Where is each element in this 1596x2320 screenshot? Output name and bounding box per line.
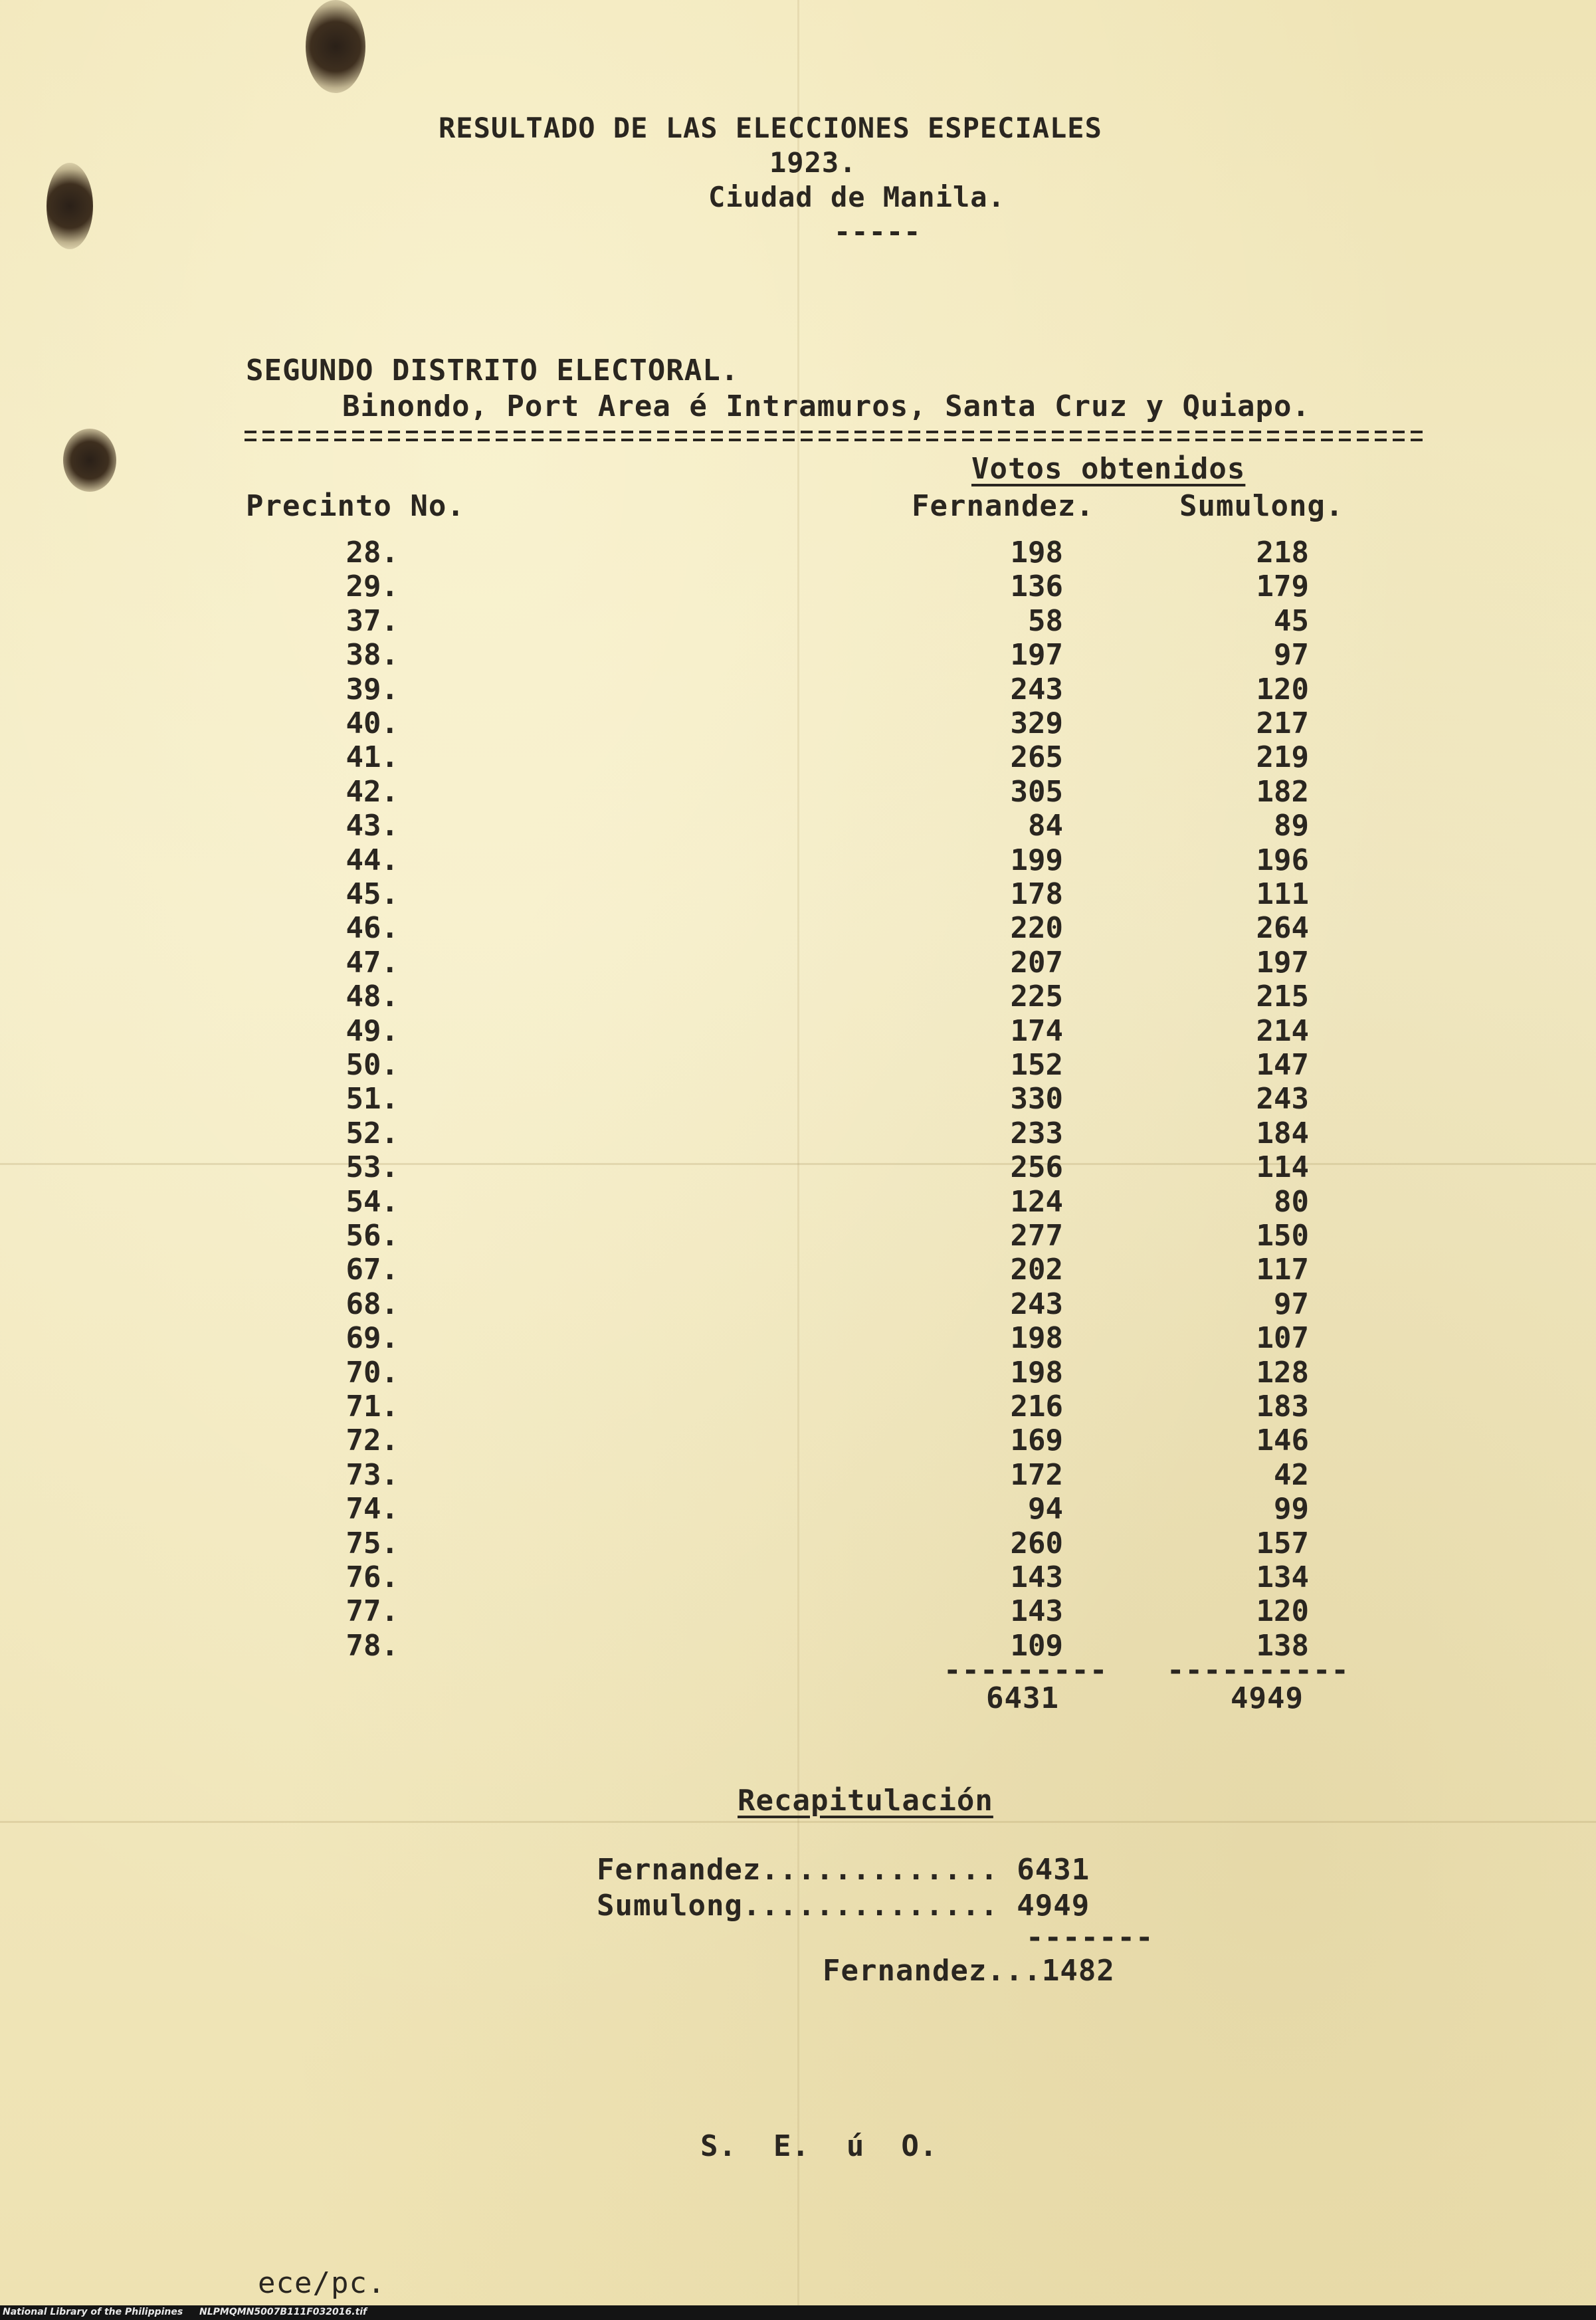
sumulong-votes: 264 — [1256, 911, 1309, 945]
sumulong-votes: 99 — [1274, 1492, 1309, 1526]
precinct-number: 67. — [346, 1253, 399, 1287]
table-row — [0, 877, 1596, 912]
precinct-number: 47. — [346, 946, 399, 980]
sumulong-votes: 157 — [1256, 1527, 1309, 1560]
fernandez-votes: 220 — [1010, 911, 1063, 945]
table-row — [0, 673, 1596, 707]
archive-footer — [0, 2305, 1596, 2320]
closing-initials: S. E. ú O. — [700, 2129, 938, 2163]
header-rule: ----- — [834, 215, 922, 248]
fernandez-votes: 143 — [1010, 1560, 1063, 1594]
district-areas: Binondo, Port Area é Intramuros, Santa Cruz y Quiapo. — [342, 389, 1310, 423]
precinct-number: 69. — [346, 1321, 399, 1355]
fernandez-votes: 174 — [1010, 1014, 1063, 1048]
district-double-rule — [245, 428, 1426, 448]
fernandez-votes: 277 — [1010, 1219, 1063, 1253]
precinct-number: 29. — [346, 570, 399, 603]
precinct-number: 48. — [346, 980, 399, 1013]
precinct-number: 78. — [346, 1629, 399, 1663]
fernandez-votes: 243 — [1010, 1287, 1063, 1321]
column-sumulong: Sumulong. — [1179, 489, 1344, 523]
table-row — [0, 1321, 1596, 1356]
table-row — [0, 1219, 1596, 1253]
sumulong-votes: 214 — [1256, 1014, 1309, 1048]
punch-hole-top — [306, 0, 365, 93]
column-fernandez: Fernandez. — [912, 489, 1094, 523]
precinct-number: 38. — [346, 638, 399, 672]
precinct-number: 74. — [346, 1492, 399, 1526]
fernandez-votes: 94 — [1028, 1492, 1063, 1526]
sumulong-votes: 196 — [1256, 843, 1309, 877]
sumulong-votes: 215 — [1256, 980, 1309, 1013]
sumulong-votes: 97 — [1274, 638, 1309, 672]
fernandez-votes: 172 — [1010, 1458, 1063, 1492]
table-row — [0, 1287, 1596, 1322]
sumulong-votes: 147 — [1256, 1048, 1309, 1082]
table-row — [0, 775, 1596, 809]
sumulong-votes: 89 — [1274, 809, 1309, 843]
sumulong-votes: 150 — [1256, 1219, 1309, 1253]
precinct-number: 50. — [346, 1048, 399, 1082]
precinct-number: 76. — [346, 1560, 399, 1594]
sumulong-votes: 218 — [1256, 536, 1309, 570]
table-row — [0, 1560, 1596, 1595]
document-title: RESULTADO DE LAS ELECCIONES ESPECIALES — [439, 112, 1102, 144]
sumulong-votes: 120 — [1256, 673, 1309, 706]
precinct-number: 51. — [346, 1082, 399, 1116]
fernandez-votes: 330 — [1010, 1082, 1063, 1116]
fernandez-votes: 198 — [1010, 1356, 1063, 1390]
fernandez-votes: 197 — [1010, 638, 1063, 672]
precinct-number: 49. — [346, 1014, 399, 1048]
document-city: Ciudad de Manila. — [708, 181, 1005, 213]
precinct-number: 46. — [346, 911, 399, 945]
precinct-number: 52. — [346, 1116, 399, 1150]
recap-title: Recapitulación — [738, 1784, 993, 1818]
recap-rule: ------- — [1026, 1921, 1154, 1954]
total-fernandez: 6431 — [986, 1681, 1059, 1715]
sumulong-votes: 146 — [1256, 1424, 1309, 1457]
table-row — [0, 706, 1596, 741]
sumulong-votes: 107 — [1256, 1321, 1309, 1355]
table-row — [0, 1253, 1596, 1287]
table-row — [0, 1014, 1596, 1049]
fernandez-votes: 260 — [1010, 1527, 1063, 1560]
fernandez-votes: 207 — [1010, 946, 1063, 980]
sumulong-votes: 197 — [1256, 946, 1309, 980]
precinct-number: 40. — [346, 706, 399, 740]
recap-sumulong: Sumulong.............. 4949 — [597, 1889, 1090, 1923]
sumulong-votes: 182 — [1256, 775, 1309, 809]
precinct-number: 43. — [346, 809, 399, 843]
sumulong-votes: 179 — [1256, 570, 1309, 603]
precinct-number: 42. — [346, 775, 399, 809]
table-row — [0, 1458, 1596, 1493]
sumulong-votes: 111 — [1256, 877, 1309, 911]
typist-initials: ece/pc. — [258, 2266, 386, 2300]
fernandez-votes: 178 — [1010, 877, 1063, 911]
sumulong-votes: 217 — [1256, 706, 1309, 740]
fernandez-votes: 329 — [1010, 706, 1063, 740]
table-row — [0, 1150, 1596, 1185]
precinct-number: 41. — [346, 740, 399, 774]
table-row — [0, 911, 1596, 946]
recap-fernandez: Fernandez............. 6431 — [597, 1853, 1090, 1887]
precinct-number: 28. — [346, 536, 399, 570]
sumulong-votes: 243 — [1256, 1082, 1309, 1116]
sumulong-votes: 184 — [1256, 1116, 1309, 1150]
table-row — [0, 1356, 1596, 1390]
fernandez-votes: 199 — [1010, 843, 1063, 877]
table-row — [0, 1185, 1596, 1219]
table-row — [0, 638, 1596, 673]
votes-group-header: Votos obtenidos — [971, 452, 1246, 486]
sumulong-votes: 80 — [1274, 1185, 1309, 1219]
fernandez-votes: 136 — [1010, 570, 1063, 603]
table-row — [0, 843, 1596, 878]
precinct-number: 71. — [346, 1390, 399, 1424]
precinct-number: 68. — [346, 1287, 399, 1321]
punch-hole-middle — [63, 429, 116, 492]
fernandez-votes: 198 — [1010, 536, 1063, 570]
precinct-number: 44. — [346, 843, 399, 877]
precinct-number: 77. — [346, 1594, 399, 1628]
fernandez-votes: 109 — [1010, 1629, 1063, 1663]
sumulong-votes: 97 — [1274, 1287, 1309, 1321]
document-year: 1923. — [769, 146, 857, 179]
district-name: SEGUNDO DISTRITO ELECTORAL. — [246, 354, 740, 387]
precinct-number: 75. — [346, 1527, 399, 1560]
sumulong-votes: 138 — [1256, 1629, 1309, 1663]
table-row — [0, 1629, 1596, 1663]
fernandez-votes: 305 — [1010, 775, 1063, 809]
table-row — [0, 1527, 1596, 1561]
table-row — [0, 1594, 1596, 1629]
table-row — [0, 1048, 1596, 1083]
table-row — [0, 1424, 1596, 1458]
fernandez-votes: 225 — [1010, 980, 1063, 1013]
table-row — [0, 946, 1596, 980]
sumulong-votes: 117 — [1256, 1253, 1309, 1287]
sumulong-votes: 120 — [1256, 1594, 1309, 1628]
total-rule-fernandez: --------- — [944, 1653, 1108, 1687]
sumulong-votes: 183 — [1256, 1390, 1309, 1424]
precinct-number: 53. — [346, 1150, 399, 1184]
total-rule-sumulong: ---------- — [1167, 1653, 1349, 1687]
sumulong-votes: 114 — [1256, 1150, 1309, 1184]
sumulong-votes: 219 — [1256, 740, 1309, 774]
sumulong-votes: 134 — [1256, 1560, 1309, 1594]
archive-name: National Library of the Philippines — [3, 2307, 183, 2317]
fernandez-votes: 265 — [1010, 740, 1063, 774]
precinct-number: 56. — [346, 1219, 399, 1253]
precinct-number: 39. — [346, 673, 399, 706]
fernandez-votes: 84 — [1028, 809, 1063, 843]
table-row — [0, 570, 1596, 604]
column-precinct: Precinto No. — [246, 489, 465, 523]
precinct-number: 73. — [346, 1458, 399, 1492]
punch-hole-upper — [47, 163, 93, 249]
fernandez-votes: 233 — [1010, 1116, 1063, 1150]
table-row — [0, 1082, 1596, 1116]
table-row — [0, 1390, 1596, 1424]
fernandez-votes: 124 — [1010, 1185, 1063, 1219]
fernandez-votes: 256 — [1010, 1150, 1063, 1184]
sumulong-votes: 45 — [1274, 604, 1309, 638]
table-row — [0, 809, 1596, 843]
fernandez-votes: 202 — [1010, 1253, 1063, 1287]
fernandez-votes: 198 — [1010, 1321, 1063, 1355]
sumulong-votes: 42 — [1274, 1458, 1309, 1492]
table-row — [0, 604, 1596, 639]
fernandez-votes: 58 — [1028, 604, 1063, 638]
table-row — [0, 536, 1596, 570]
table-row — [0, 1116, 1596, 1151]
table-row — [0, 1492, 1596, 1527]
archive-file-id: NLPMQMN5007B111F032016.tif — [199, 2307, 367, 2317]
precinct-number: 70. — [346, 1356, 399, 1390]
table-row — [0, 980, 1596, 1014]
precinct-number: 37. — [346, 604, 399, 638]
precinct-number: 45. — [346, 877, 399, 911]
sumulong-votes: 128 — [1256, 1356, 1309, 1390]
fernandez-votes: 216 — [1010, 1390, 1063, 1424]
table-row — [0, 740, 1596, 775]
total-sumulong: 4949 — [1231, 1681, 1304, 1715]
fernandez-votes: 143 — [1010, 1594, 1063, 1628]
fernandez-votes: 243 — [1010, 673, 1063, 706]
precinct-number: 72. — [346, 1424, 399, 1457]
fernandez-votes: 169 — [1010, 1424, 1063, 1457]
recap-result: Fernandez...1482 — [823, 1954, 1115, 1988]
precinct-number: 54. — [346, 1185, 399, 1219]
fernandez-votes: 152 — [1010, 1048, 1063, 1082]
